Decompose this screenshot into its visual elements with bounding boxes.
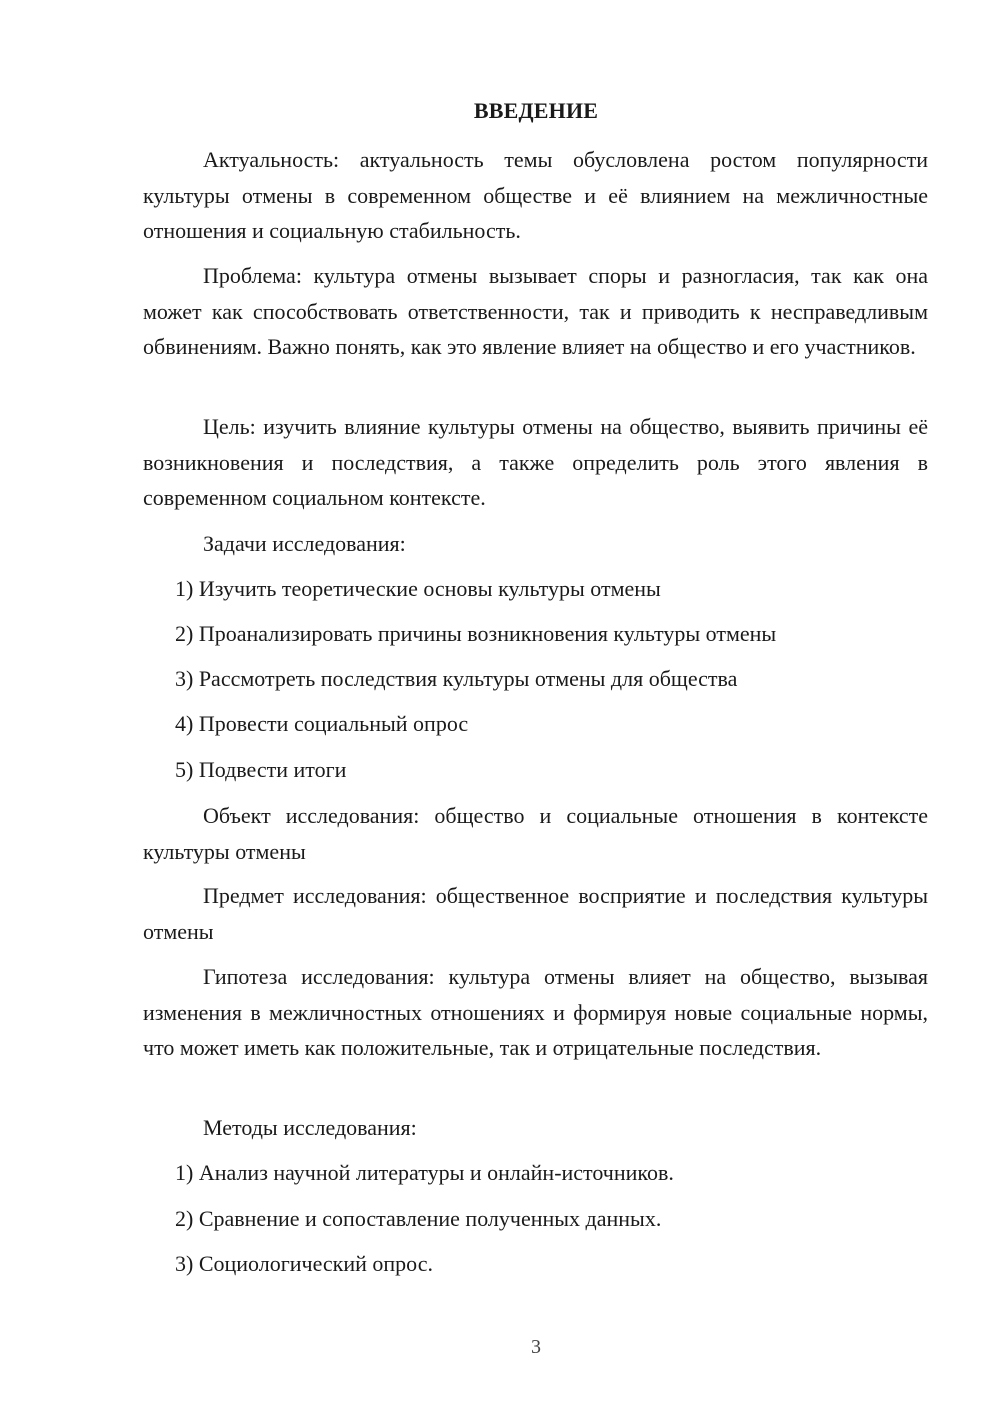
page-title: ВВЕДЕНИЕ	[473, 98, 599, 123]
methods-label: Методы исследования:	[203, 1115, 417, 1140]
tasks-label: Задачи исследования:	[203, 531, 406, 556]
task-item-3: 3) Рассмотреть последствия культуры отмены для общества	[175, 666, 738, 691]
method-item-3: 3) Социологический опрос.	[175, 1251, 433, 1276]
task-item-2: 2) Проанализировать причины возникновения культуры отмены	[175, 621, 777, 646]
paragraph-problem: Проблема: культура отмены вызывает споры и разногласия, так как она может как способствовать ответственности, так и приводить к несправедливым обвинениям. Важно понять, как это явление влияет на общество и его участников.	[143, 263, 928, 359]
task-item-1: 1) Изучить теоретические основы культуры отмены	[175, 576, 661, 601]
paragraph-object: Объект исследования: общество и социальные отношения в контексте культуры отмены	[143, 803, 928, 864]
paragraph-relevance: Актуальность: актуальность темы обусловлена ростом популярности культуры отмены в современном обществе и её влиянием на межличностные отношения и социальную стабильность.	[143, 147, 928, 243]
paragraph-subject: Предмет исследования: общественное восприятие и последствия культуры отмены	[143, 883, 928, 944]
method-item-1: 1) Анализ научной литературы и онлайн-источников.	[175, 1160, 674, 1185]
task-item-5: 5) Подвести итоги	[175, 757, 347, 782]
page-number: 3	[531, 1336, 541, 1358]
paragraph-hypothesis: Гипотеза исследования: культура отмены влияет на общество, вызывая изменения в межличностных отношениях и формируя новые социальные нормы, что может иметь как положительные, так и отрицательные последствия.	[143, 964, 928, 1060]
method-item-2: 2) Сравнение и сопоставление полученных данных.	[175, 1206, 662, 1231]
task-item-4: 4) Провести социальный опрос	[175, 711, 469, 736]
paragraph-goal: Цель: изучить влияние культуры отмены на общество, выявить причины её возникновения и последствия, а также определить роль этого явления в современном социальном контексте.	[143, 414, 928, 510]
